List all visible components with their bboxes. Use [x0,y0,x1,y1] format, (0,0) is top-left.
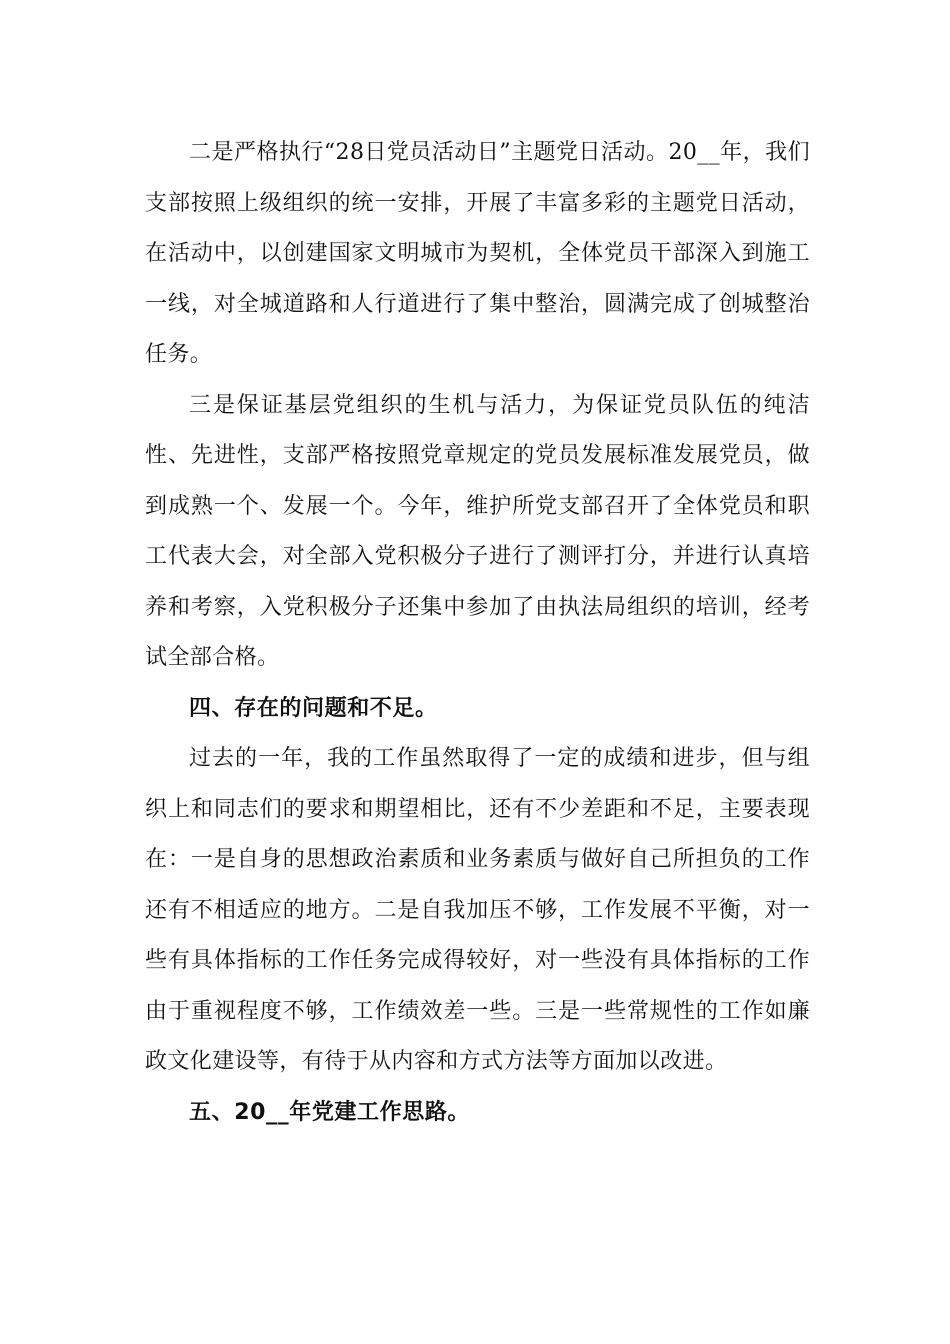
document-body [145,128,810,1138]
section-heading-problems: 四、存在的问题和不足。 [189,695,438,721]
paragraph-problems: 过去的一年，我的工作虽然取得了一定的成绩和进步，但与组织上和同志们的要求和期望相比，还有不少差距和不足，主要表现在：一是自身的思想政治素质和业务素质与做好自己所担负的工作还有不相适应的地方。二是自我加压不够，工作发展不平衡，对一些有具体指标的工作任务完成得较好，对一些没有具体指标的工作由于重视程度不够，工作绩效差一些。三是一些常规性的工作如廉政文化建设等，有待于从内容和方式方法等方面加以改进。 [145,746,810,1074]
paragraph-activity-day: 二是严格执行“28日党员活动日”主题党日活动。20__年，我们支部按照上级组织的统一安排，开展了丰富多彩的主题党日活动，在活动中，以创建国家文明城市为契机，全体党员干部深入到施工一线，对全城道路和人行道进行了集中整治，圆满完成了创城整治任务。 [145,140,810,367]
paragraph-party-vitality: 三是保证基层党组织的生机与活力，为保证党员队伍的纯洁性、先进性，支部严格按照党章规定的党员发展标准发展党员，做到成熟一个、发展一个。今年，维护所党支部召开了全体党员和职工代表大会，对全部入党积极分子进行了测评打分，并进行认真培养和考察，入党积极分子还集中参加了由执法局组织的培训，经考试全部合格。 [145,392,810,670]
section-heading-plan: 五、20__年党建工作思路。 [189,1099,471,1125]
